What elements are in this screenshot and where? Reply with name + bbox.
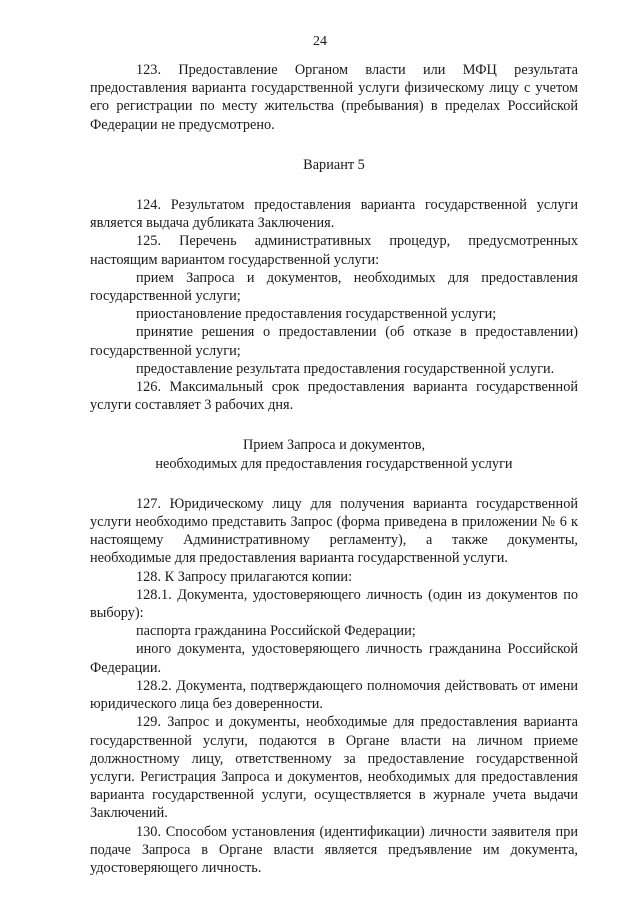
paragraph-125-item-2: приостановление предоставления государственной услуги; [136,306,497,323]
paragraph-125-item-4: предоставление результата предоставления государственной услуги. [136,360,555,377]
paragraph-124: 124. Результатом предоставления варианта государственной услуги является выдача дубликата Заключения. [90,197,578,232]
section-heading-line-1: Прием Запроса и документов, [242,437,426,454]
paragraph-125-item-1: прием Запроса и документов, необходимых для предоставления государственной услуги; [90,269,578,305]
paragraph-126: 126. Максимальный срок предоставления варианта государственной услуги составляет 3 рабочих дня. [90,379,578,414]
variant-heading: Вариант 5 [303,156,365,173]
paragraph-123: 123. Предоставление Органом власти или МФЦ результата предоставления варианта государственной услуги физическому лицу с учетом его регистрации по месту жительства (пребывания) в пределах Российской Федерации не предусмотрено. [90,62,578,133]
paragraph-128-2: 128.2. Документа, подтверждающего полномочия действовать от имени юридического лица без доверенности. [90,677,578,713]
paragraph-127: 127. Юридическому лицу для получения варианта государственной услуги необходимо представить Запрос (форма приведена в приложении № 6 к настоящему Административному регламенту), а также документы, необходимые для предоставления варианта государственной услуги. [90,495,578,567]
paragraph-125: 125. Перечень административных процедур, предусмотренных настоящим вариантом государственной услуги: [90,233,578,268]
paragraph-128: 128. К Запросу прилагаются копии: [136,568,353,585]
page-number: 24 [313,34,327,49]
paragraph-130: 130. Способом установления (идентификации) личности заявителя при подаче Запроса в Органе власти является предъявление им документа, удостоверяющего личность. [90,823,578,876]
paragraph-129: 129. Запрос и документы, необходимые для предоставления варианта государственной услуги, подаются в Органе власти на личном приеме должностному лицу, ответственному за предоставление государственной услуги. Регистрация Запроса и документов, необходимых для предоставления варианта государственной услуги, осуществляется в журнале учета выдачи Заключений. [90,714,578,822]
paragraph-128-1: 128.1. Документа, удостоверяющего личность (один из документов по выбору): [90,586,578,622]
paragraph-128-1-b: иного документа, удостоверяющего личность гражданина Российской Федерации. [90,641,578,676]
paragraph-125-item-3: принятие решения о предоставлении (об отказе в предоставлении) государственной услуги; [90,324,578,359]
section-heading-line-2: необходимых для предоставления государственной услуги [155,455,513,472]
document-body [90,61,578,877]
paragraph-128-1-a: паспорта гражданина Российской Федерации; [136,623,416,640]
